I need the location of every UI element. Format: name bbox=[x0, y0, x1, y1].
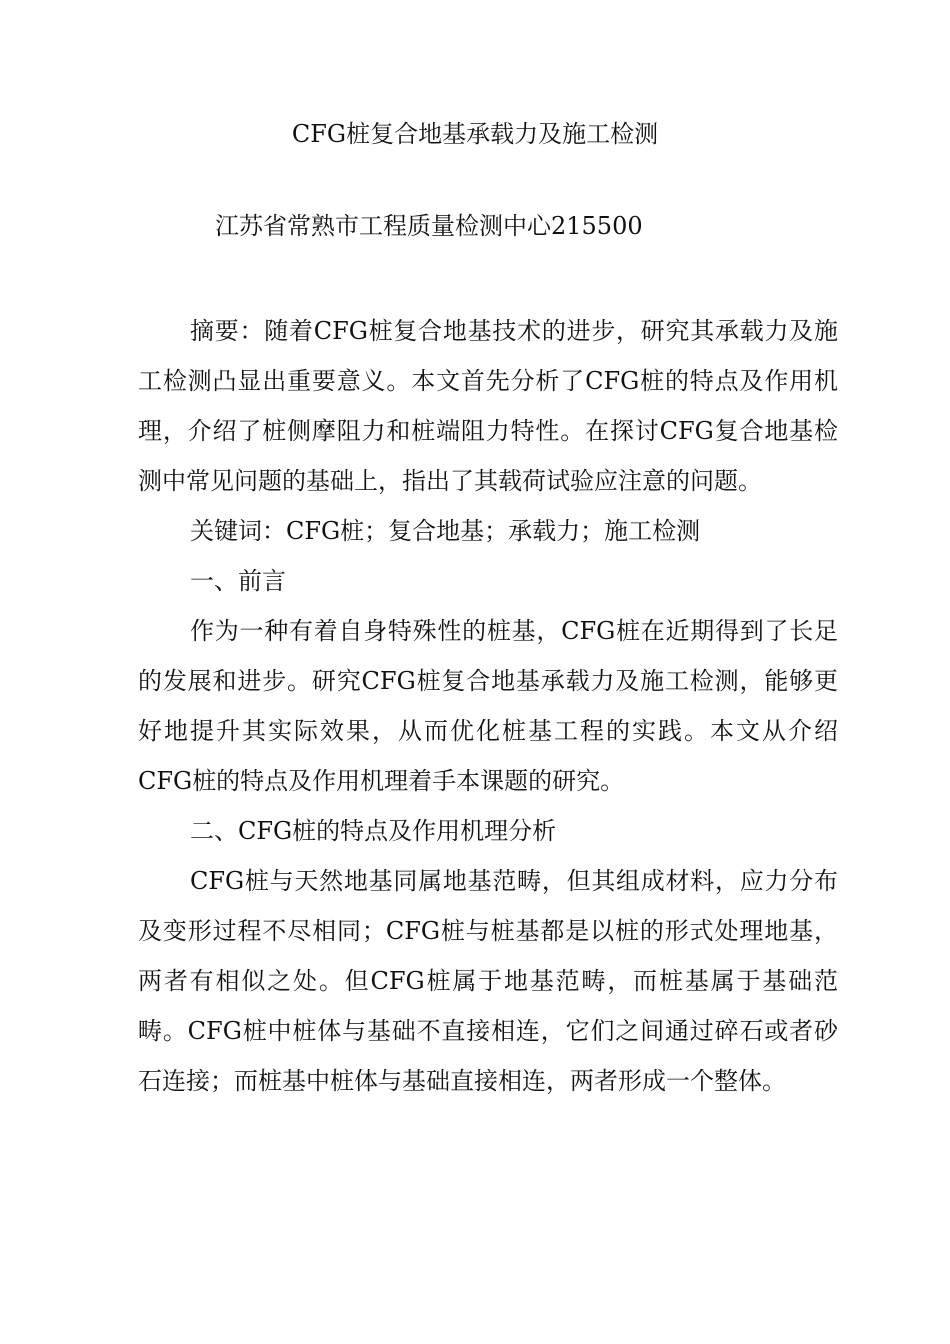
characteristics-paragraph: CFG桩与天然地基同属地基范畴，但其组成材料，应力分布及变形过程不尽相同；CFG桩与桩基都是以桩的形式处理地基，两者有相似之处。但CFG桩属于地基范畴，而桩基属于基础范畴。CFG桩中桩体与基础不直接相连，它们之间通过碎石或者砂石连接；而桩基中桩体与基础直接相连，两者形成一个整体。 bbox=[138, 867, 838, 1095]
keywords-paragraph: 关键词：CFG桩；复合地基；承载力；施工检测 bbox=[190, 517, 701, 545]
abstract-paragraph: 摘要：随着CFG桩复合地基技术的进步，研究其承载力及施工检测凸显出重要意义。本文首先分析了CFG桩的特点及作用机理，介绍了桩侧摩阻力和桩端阻力特性。在探讨CFG复合地基检测中常见问题的基础上，指出了其载荷试验应注意的问题。 bbox=[138, 317, 838, 495]
introduction-paragraph: 作为一种有着自身特殊性的桩基，CFG桩在近期得到了长足的发展和进步。研究CFG桩复合地基承载力及施工检测，能够更好地提升其实际效果，从而优化桩基工程的实践。本文从介绍CFG桩的特点及作用机理着手本课题的研究。 bbox=[138, 617, 838, 795]
section-heading-characteristics: 二、CFG桩的特点及作用机理分析 bbox=[190, 817, 557, 845]
author-affiliation: 江苏省常熟市工程质量检测中心215500 bbox=[215, 212, 643, 240]
section-heading-introduction: 一、前言 bbox=[190, 567, 286, 595]
document-title: CFG桩复合地基承载力及施工检测 bbox=[291, 120, 659, 148]
document-body bbox=[138, 306, 838, 1106]
